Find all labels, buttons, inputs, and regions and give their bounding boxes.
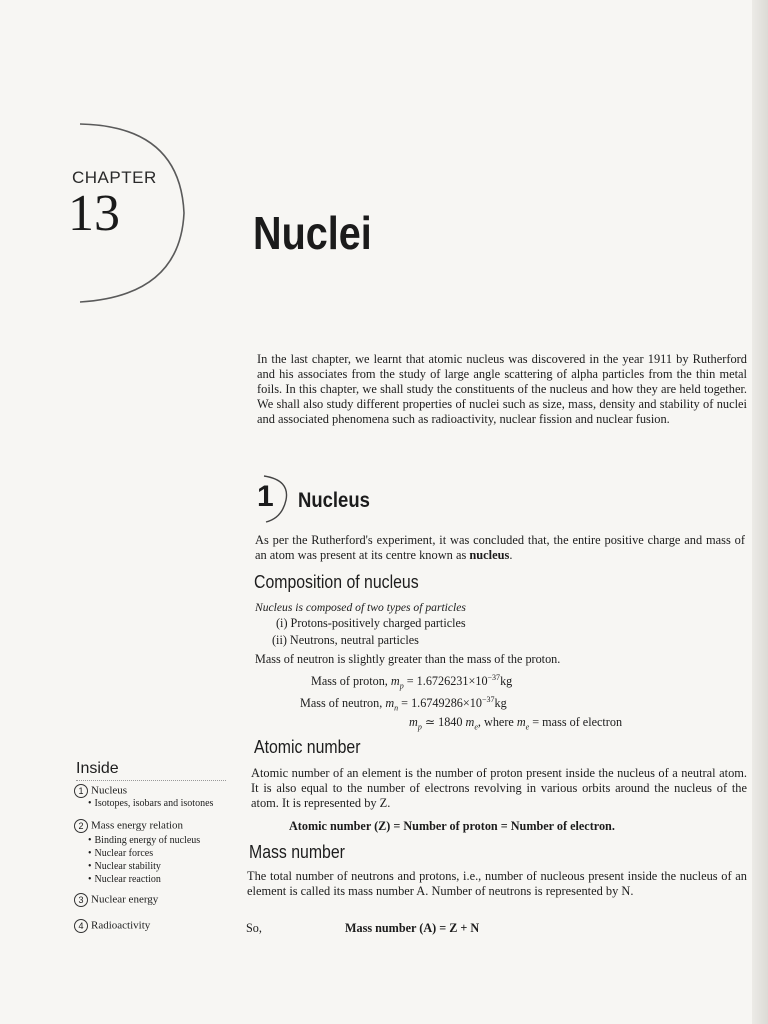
ratio-definition: = mass of electron	[529, 715, 623, 729]
ratio-me-subscript: e	[474, 722, 478, 732]
composition-note: Mass of neutron is slightly greater than the mass of the proton.	[255, 652, 561, 666]
neutron-mass-subscript: n	[394, 703, 399, 713]
ratio-mp-subscript: p	[417, 722, 422, 732]
chapter-number: 13	[68, 185, 120, 242]
ratio-me2-symbol: m	[516, 715, 526, 729]
neutron-mass-symbol: m	[385, 696, 395, 711]
proton-mass-equation	[311, 670, 711, 694]
mass-number-heading: Mass number	[249, 842, 345, 862]
inside-subitem: • Isotopes, isobars and isotones	[88, 798, 214, 809]
inside-subitem-text: Nuclear forces	[94, 848, 154, 859]
chapter-title: Nuclei	[253, 207, 372, 259]
inside-subitem: • Nuclear forces	[88, 848, 154, 859]
nucleus-bold-term: nucleus	[469, 548, 510, 562]
nucleus-paragraph	[255, 533, 745, 563]
inside-item-4-number: 4	[74, 919, 88, 933]
mass-ratio-equation	[409, 715, 739, 734]
proton-mass-exponent: −37	[487, 673, 501, 682]
neutron-mass-unit: kg	[494, 696, 507, 711]
proton-mass-value: = 1.6726231×10	[403, 674, 488, 689]
inside-item-3[interactable]	[74, 893, 158, 907]
neutron-mass-exponent: −37	[481, 695, 495, 704]
chapter-label: CHAPTER	[72, 168, 157, 187]
inside-subitem: • Nuclear reaction	[88, 874, 161, 885]
inside-item-3-label: Nuclear energy	[91, 893, 159, 906]
inside-item-1-number: 1	[74, 784, 88, 798]
neutron-mass-value: = 1.6749286×10	[398, 696, 482, 711]
composition-heading: Composition of nucleus	[254, 572, 419, 592]
inside-subitem-text: Nuclear stability	[94, 861, 161, 872]
section-title: Nucleus	[298, 489, 370, 512]
nucleus-paragraph-end: .	[509, 548, 513, 562]
ratio-mp-symbol: m	[409, 715, 418, 729]
page-edge-shadow	[752, 0, 768, 1024]
nucleus-paragraph-text: As per the Rutherford's experiment, it was concluded that, the entire positive charge and mass of an atom was present at its centre known as	[255, 533, 745, 562]
inside-item-2-number: 2	[74, 819, 88, 833]
proton-mass-unit: kg	[500, 674, 513, 689]
ratio-where-text: , where	[477, 715, 517, 729]
mass-number-so: So,	[246, 921, 262, 935]
inside-item-1[interactable]	[74, 784, 127, 798]
inside-subitem: • Binding energy of nucleus	[88, 835, 201, 846]
intro-paragraph: In the last chapter, we learnt that atomic nucleus was discovered in the year 1911 by Rutherford and his associates from the study of large angle scattering of alpha particles from the thin metal foils. In this chapter, we shall study the constituents of the nucleus and how they are held together. We shall also study different properties of nuclei such as size, mass, density and stability of nuclei and associated phenomena such as radioactivity, nuclear fission and nuclear fusion.	[257, 352, 747, 426]
composition-item-1: (i) Protons-positively charged particles	[276, 616, 466, 630]
section-number: 1	[257, 480, 274, 513]
mass-number-formula: Mass number (A) = Z + N	[345, 921, 480, 935]
inside-subitem-text: Nuclear reaction	[94, 874, 161, 885]
atomic-number-heading: Atomic number	[254, 737, 361, 757]
inside-item-2[interactable]	[74, 819, 183, 833]
proton-mass-label: Mass of proton,	[311, 674, 391, 689]
atomic-number-formula: Atomic number (Z) = Number of proton = Number of electron.	[289, 819, 615, 833]
inside-item-3-number: 3	[74, 893, 88, 907]
inside-subitem-text: Binding energy of nucleus	[94, 835, 201, 846]
ratio-factor: ≃ 1840	[421, 715, 466, 729]
mass-number-paragraph: The total number of neutrons and protons, i.e., number of nucleous present inside the nucleus of an element is called its mass number A. Number of neutrons is represented by N.	[247, 869, 747, 898]
atomic-number-paragraph: Atomic number of an element is the number of proton present inside the nucleus of a neutral atom. It is also equal to the number of electrons revolving in various orbits around the nucleus of the atom. It is represented by Z.	[251, 766, 747, 810]
inside-subitem-text: Isotopes, isobars and isotones	[94, 798, 214, 809]
inside-subitem: • Nuclear stability	[88, 861, 161, 872]
proton-mass-symbol: m	[390, 674, 400, 689]
inside-title: Inside	[76, 760, 119, 777]
composition-lead: Nucleus is composed of two types of particles	[255, 601, 466, 614]
inside-item-4-label: Radioactivity	[91, 919, 151, 932]
inside-divider	[76, 780, 226, 781]
neutron-mass-equation	[300, 692, 700, 716]
inside-item-4[interactable]	[74, 919, 150, 933]
proton-mass-subscript: p	[399, 681, 404, 691]
neutron-mass-label: Mass of neutron,	[300, 696, 386, 711]
ratio-me-symbol: m	[465, 715, 475, 729]
ratio-me2-subscript: e	[525, 722, 530, 732]
inside-item-2-label: Mass energy relation	[91, 819, 184, 832]
composition-item-2: (ii) Neutrons, neutral particles	[272, 633, 419, 647]
inside-item-1-label: Nucleus	[91, 784, 128, 797]
